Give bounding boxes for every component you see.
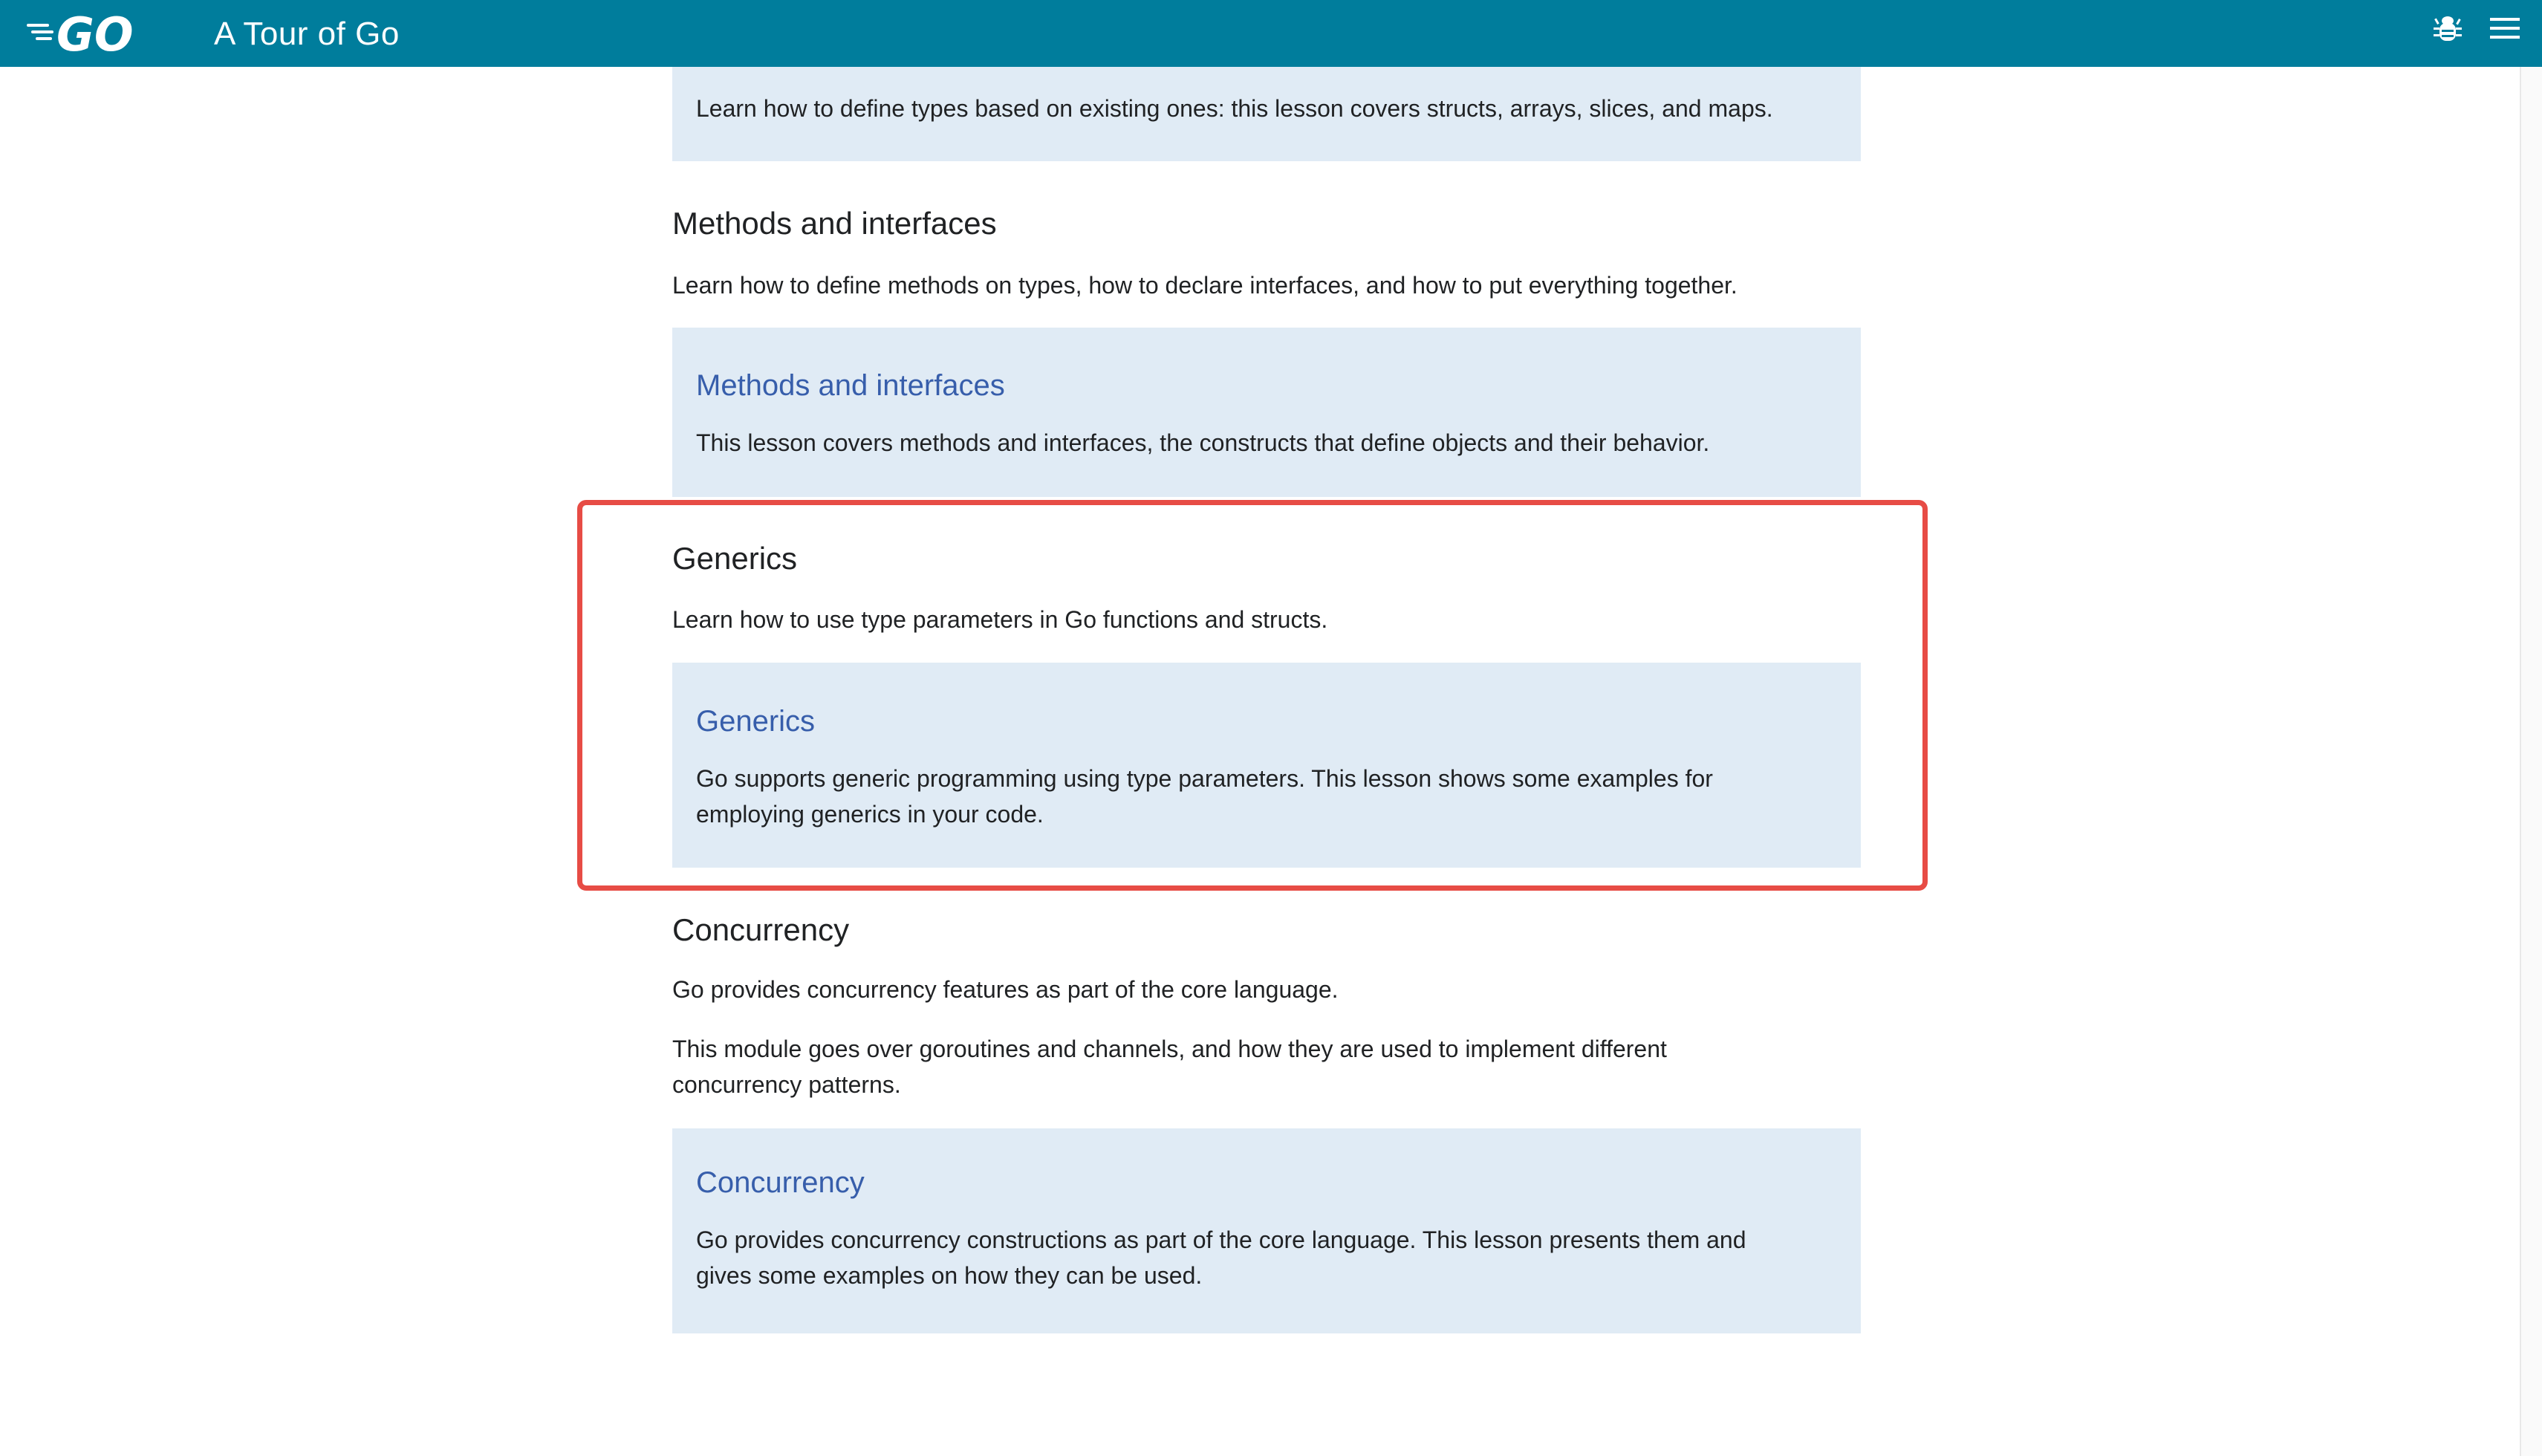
top-nav-bar: [0, 0, 2542, 67]
card-title-link[interactable]: Concurrency: [696, 1166, 865, 1199]
card-description: Learn how to define types based on existing ones: this lesson covers structs, arrays, slices, and maps.: [696, 95, 1773, 122]
go-logo-icon[interactable]: [27, 6, 153, 61]
card-description-line: employing generics in your code.: [696, 801, 1044, 828]
section-description-generics: Learn how to use type parameters in Go functions and structs.: [672, 606, 1328, 633]
section-heading-generics: Generics: [672, 541, 798, 576]
section-heading-concurrency: Concurrency: [672, 912, 850, 947]
section-description-concurrency: Go provides concurrency features as part of the core language.: [672, 976, 1339, 1003]
card-description: This lesson covers methods and interfaces, the constructs that define objects and their behavior.: [696, 429, 1710, 456]
section-description-concurrency-line: This module goes over goroutines and channels, and how they are used to implement different: [672, 1036, 1667, 1062]
card-title-link[interactable]: Methods and interfaces: [696, 369, 1005, 402]
lesson-card-concurrency[interactable]: [672, 1128, 1861, 1333]
section-heading-methods: Methods and interfaces: [672, 206, 997, 241]
hamburger-menu-icon[interactable]: [2490, 16, 2520, 40]
go-logo-text: GO: [56, 7, 134, 61]
section-description-concurrency-line: concurrency patterns.: [672, 1071, 901, 1098]
section-description-methods: Learn how to define methods on types, how to declare interfaces, and how to put everything together.: [672, 272, 1738, 299]
card-description-line: Go supports generic programming using type parameters. This lesson shows some examples for: [696, 765, 1713, 792]
card-title-link[interactable]: Generics: [696, 705, 816, 738]
card-description-line: Go provides concurrency constructions as part of the core language. This lesson presents them and: [696, 1226, 1746, 1253]
highlight-box: [577, 500, 1928, 891]
app-title[interactable]: A Tour of Go: [214, 16, 400, 52]
card-description-line: gives some examples on how they can be used.: [696, 1262, 1203, 1289]
scrollbar[interactable]: [2520, 67, 2542, 1456]
bug-icon[interactable]: [2434, 14, 2462, 44]
lesson-card-more-types[interactable]: [672, 67, 1861, 161]
lesson-card-methods[interactable]: [672, 328, 1861, 497]
